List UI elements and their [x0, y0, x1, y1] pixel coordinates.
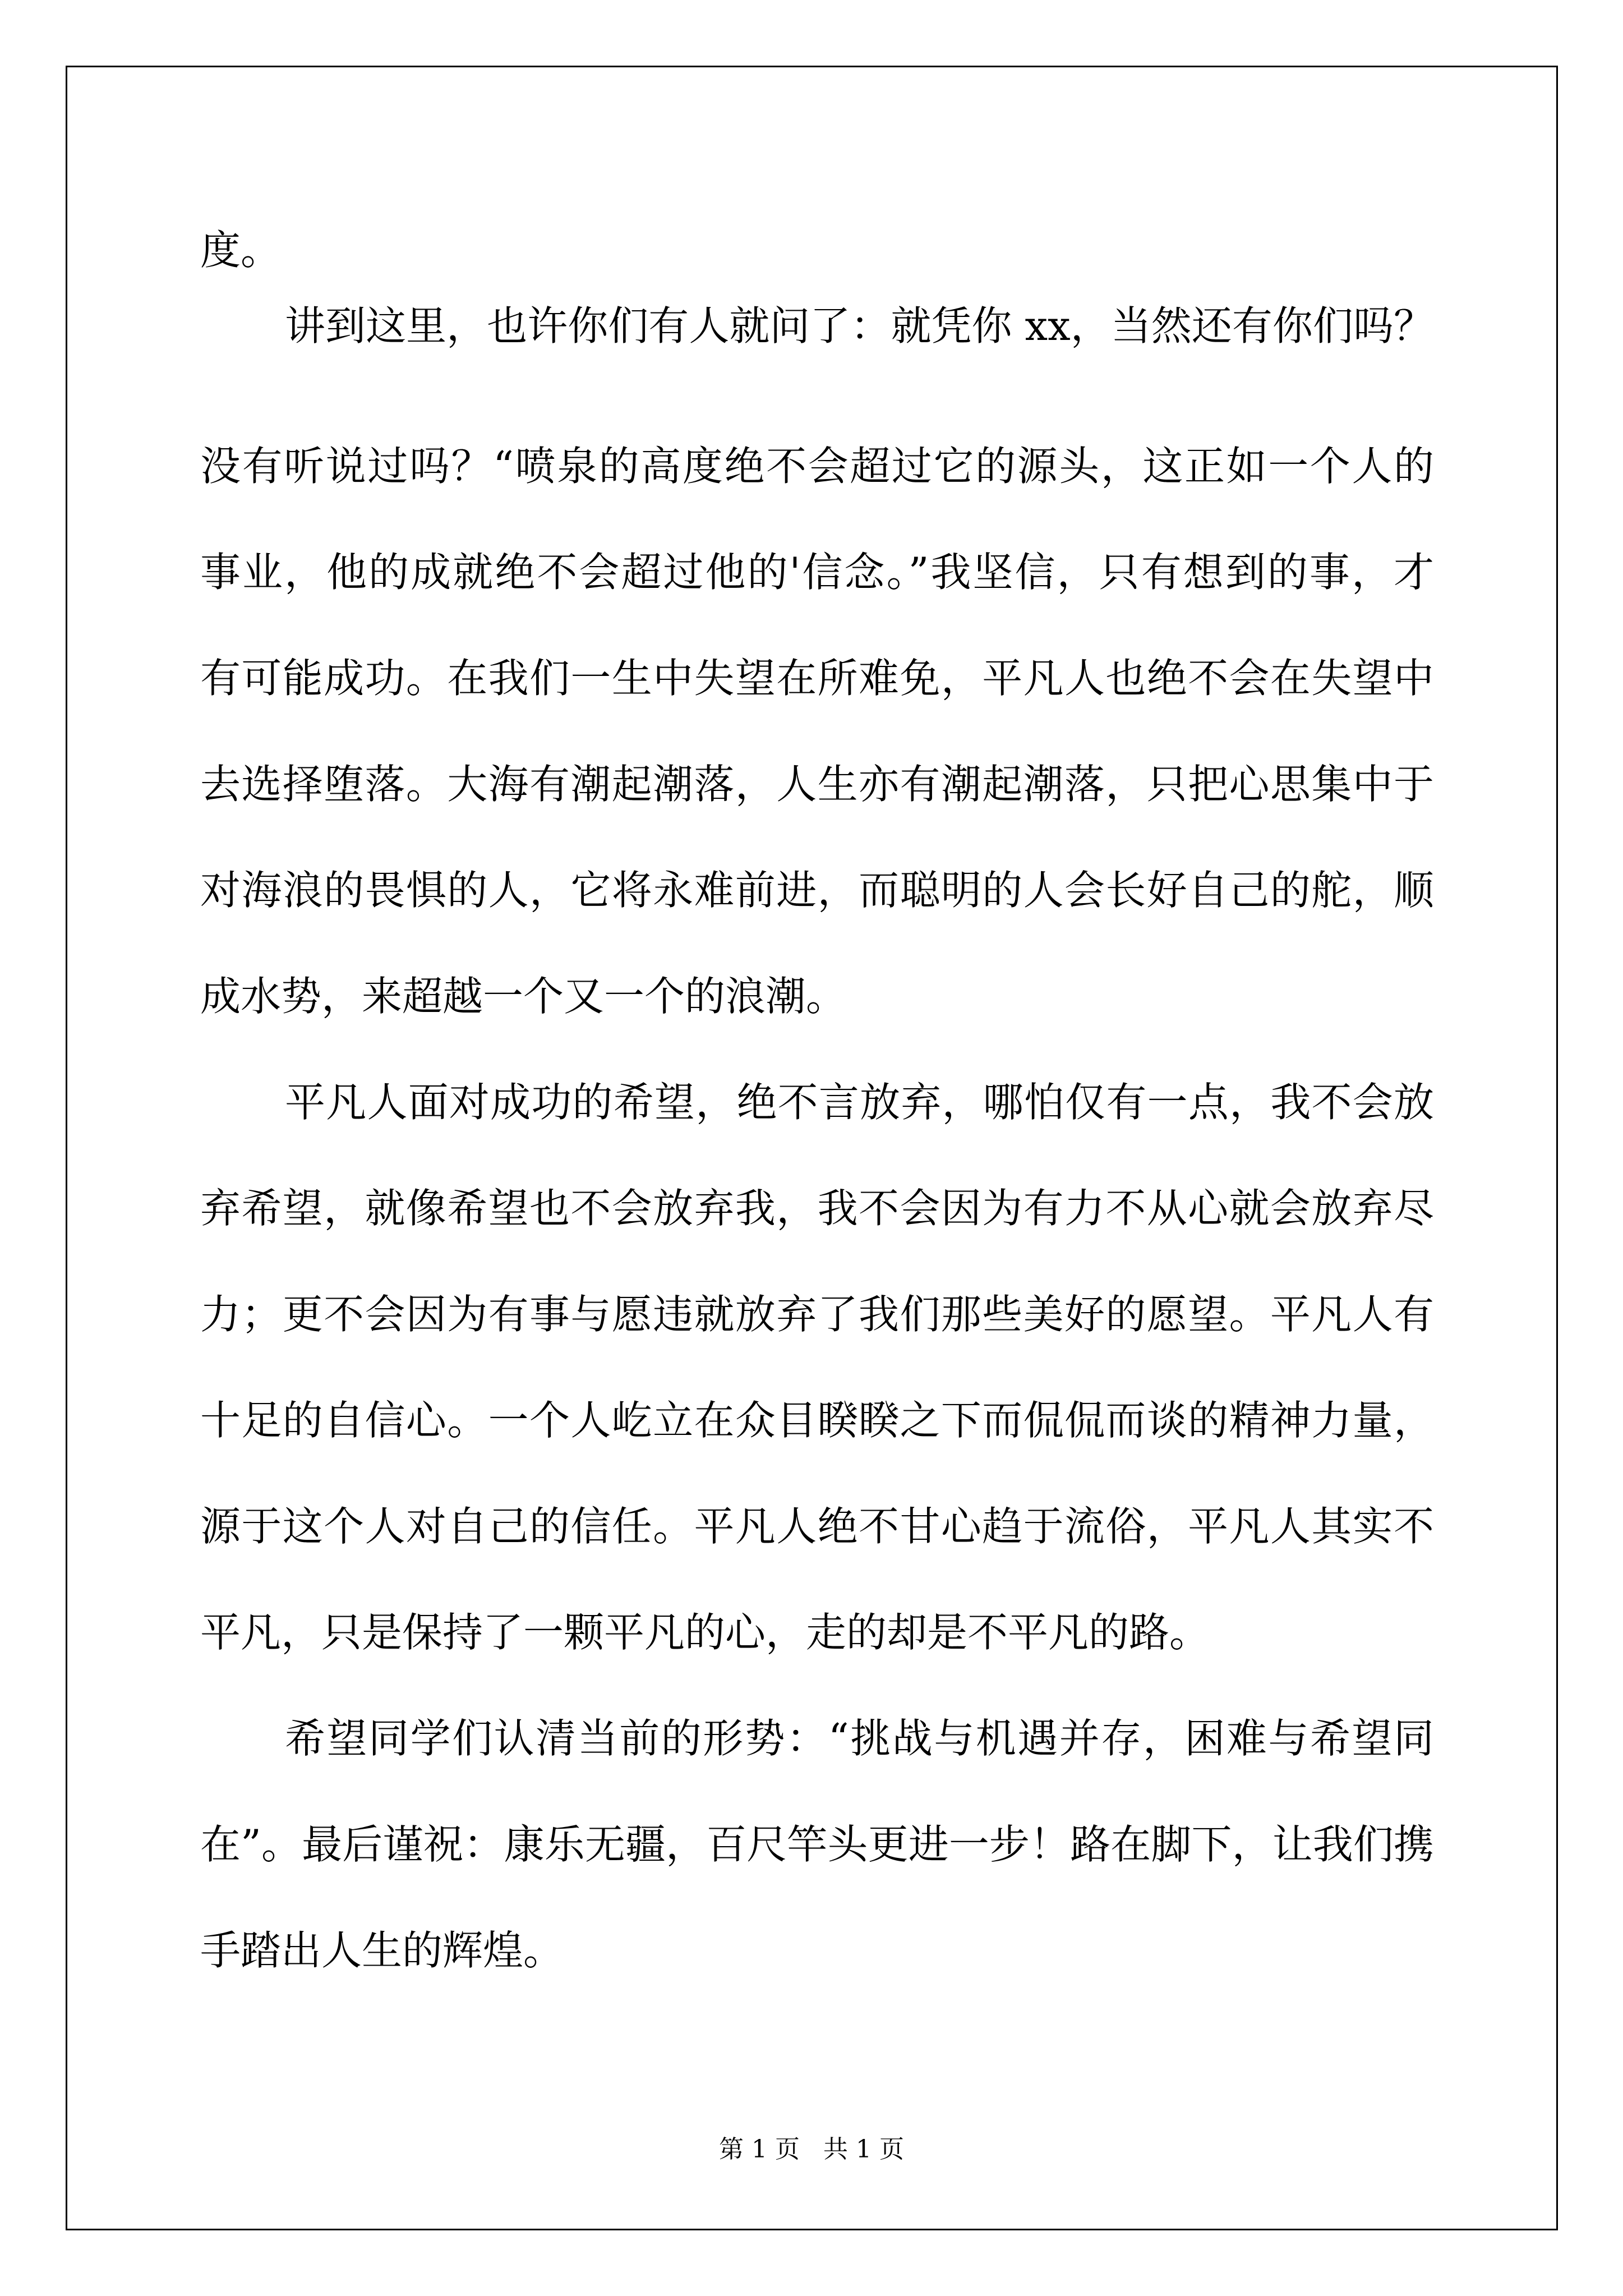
- page-number-footer: 第 1 页 共 1 页: [719, 2135, 904, 2164]
- paragraph-3-line-1: 希望同学们认清当前的形势：“挑战与机遇并存，困难与希望同: [285, 1715, 1434, 1762]
- paragraph-1-line-4: 有可能成功。在我们一生中失望在所难免，平凡人也绝不会在失望中: [200, 655, 1434, 702]
- paragraph-1-line-7: 成水势，来超越一个又一个的浪潮。: [200, 973, 847, 1020]
- paragraph-2-line-2: 弃希望，就像希望也不会放弃我，我不会因为有力不从心就会放弃尽: [200, 1185, 1434, 1232]
- paragraph-3-line-2: 在”。最后谨祝：康乐无疆，百尺竿头更进一步！路在脚下，让我们携: [200, 1821, 1434, 1868]
- paragraph-2-line-1: 平凡人面对成功的希望，绝不言放弃，哪怕仅有一点，我不会放: [285, 1079, 1434, 1126]
- paragraph-1-line-3: 事业，他的成就绝不会超过他的'信念。”我坚信，只有想到的事，才: [200, 549, 1434, 596]
- paragraph-1-line-6: 对海浪的畏惧的人，它将永难前进，而聪明的人会长好自己的舵，顺: [200, 867, 1434, 914]
- text-line-1: 度。: [200, 227, 282, 274]
- paragraph-2-line-3: 力；更不会因为有事与愿违就放弃了我们那些美好的愿望。平凡人有: [200, 1291, 1434, 1338]
- paragraph-1-line-5: 去选择堕落。大海有潮起潮落，人生亦有潮起潮落，只把心思集中于: [200, 761, 1434, 808]
- page-border: [66, 66, 1558, 2230]
- paragraph-2-line-5: 源于这个人对自己的信任。平凡人绝不甘心趋于流俗，平凡人其实不: [200, 1503, 1434, 1550]
- paragraph-1-line-1: 讲到这里，也许你们有人就问了：就凭你 xx，当然还有你们吗？: [285, 302, 1434, 349]
- paragraph-2-line-6: 平凡，只是保持了一颗平凡的心，走的却是不平凡的路。: [200, 1609, 1210, 1656]
- paragraph-2-line-4: 十足的自信心。一个人屹立在众目睽睽之下而侃侃而谈的精神力量，: [200, 1397, 1434, 1444]
- paragraph-3-line-3: 手踏出人生的辉煌。: [200, 1927, 564, 1974]
- paragraph-1-line-2: 没有听说过吗？“喷泉的高度绝不会超过它的源头，这正如一个人的: [200, 443, 1434, 490]
